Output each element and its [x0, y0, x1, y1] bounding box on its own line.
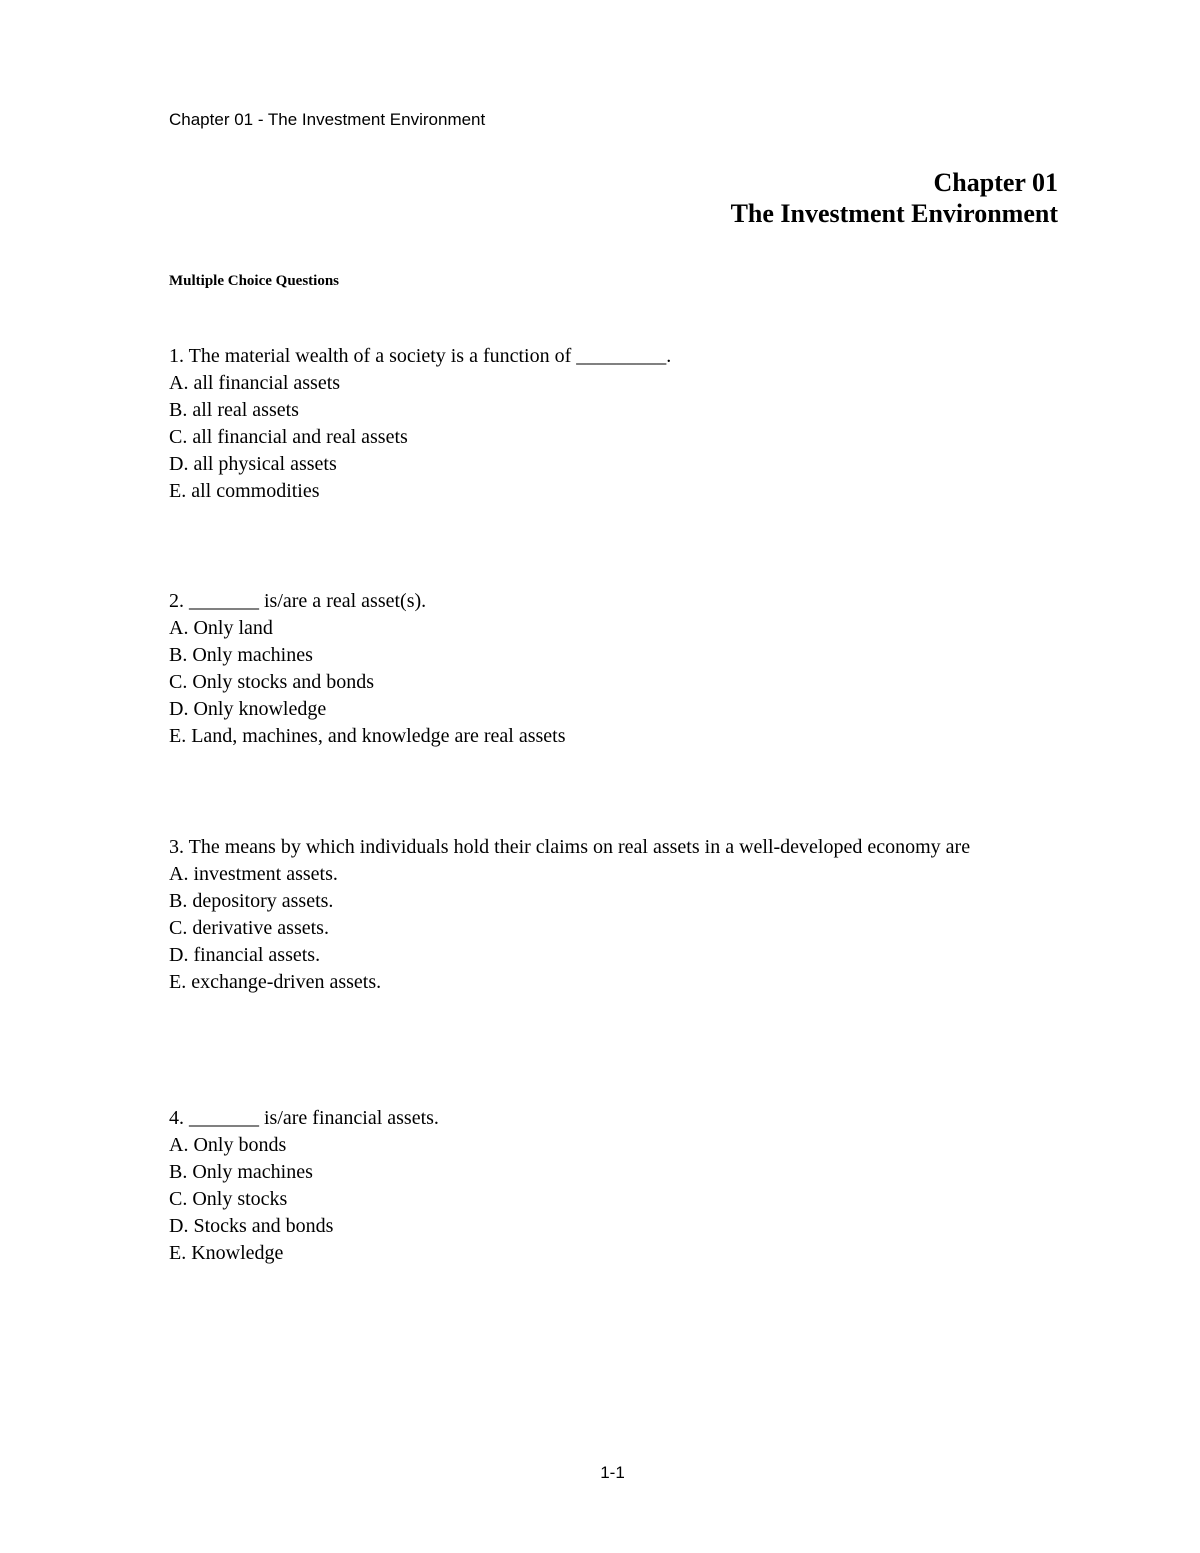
question-stem: 3. The means by which individuals hold their claims on real assets in a well-developed economy are: [169, 836, 971, 858]
chapter-title: [731, 167, 1058, 229]
answer-option: A. investment assets.: [169, 863, 338, 885]
answer-option: C. Only stocks: [169, 1188, 288, 1210]
answer-option: B. depository assets.: [169, 890, 334, 912]
answer-option: E. Land, machines, and knowledge are real assets: [169, 725, 566, 747]
section-heading: Multiple Choice Questions: [169, 273, 340, 289]
question-stem: 2. _______ is/are a real asset(s).: [169, 590, 427, 612]
answer-option: B. Only machines: [169, 1161, 313, 1183]
answer-option: D. financial assets.: [169, 944, 321, 966]
answer-option: A. Only bonds: [169, 1134, 287, 1156]
answer-option: D. Only knowledge: [169, 698, 327, 720]
answer-option: B. Only machines: [169, 644, 313, 666]
answer-option: A. all financial assets: [169, 372, 341, 394]
chapter-name: The Investment Environment: [730, 199, 1058, 228]
answer-option: C. all financial and real assets: [169, 426, 408, 448]
answer-option: E. exchange-driven assets.: [169, 971, 382, 993]
question-stem: 1. The material wealth of a society is a function of _________.: [169, 345, 672, 367]
answer-option: A. Only land: [169, 617, 273, 639]
answer-option: E. all commodities: [169, 480, 320, 502]
question-4: [169, 1105, 1029, 1267]
running-header: Chapter 01 - The Investment Environment: [169, 110, 486, 129]
question-stem: 4. _______ is/are financial assets.: [169, 1107, 439, 1129]
question-2: [169, 588, 1029, 750]
answer-option: E. Knowledge: [169, 1242, 284, 1264]
chapter-number: Chapter 01: [933, 168, 1058, 197]
question-1: [169, 343, 1029, 505]
question-3: [169, 834, 1029, 996]
page-number: 1-1: [600, 1463, 625, 1482]
answer-option: D. Stocks and bonds: [169, 1215, 334, 1237]
answer-option: C. Only stocks and bonds: [169, 671, 374, 693]
answer-option: B. all real assets: [169, 399, 299, 421]
answer-option: C. derivative assets.: [169, 917, 329, 939]
answer-option: D. all physical assets: [169, 453, 337, 475]
